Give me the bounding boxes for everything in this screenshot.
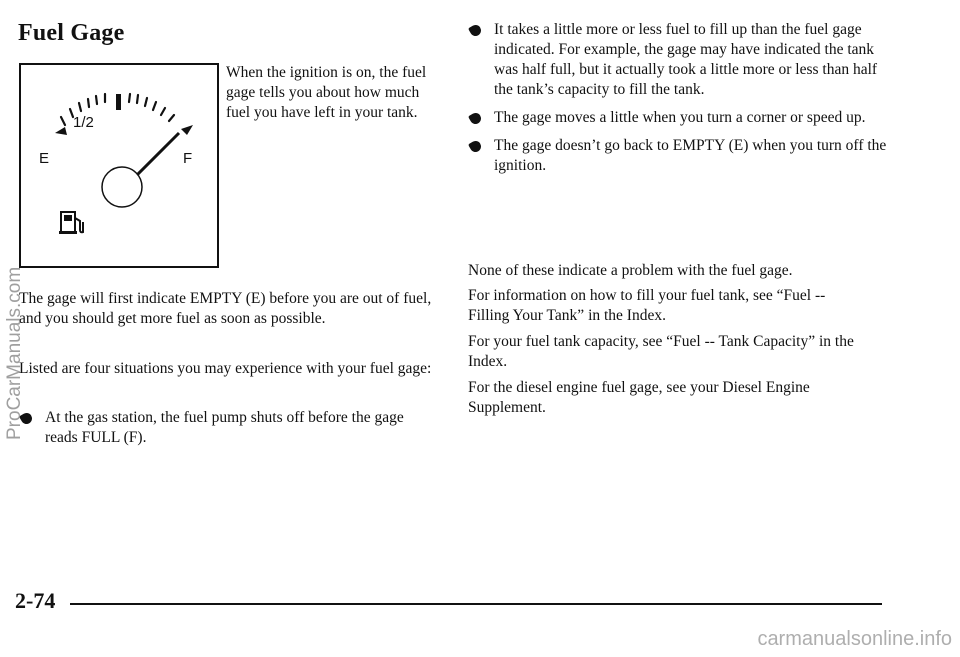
paragraph: For your fuel tank capacity, see “Fuel -- Tank Capacity” in the Index.: [468, 333, 854, 370]
list-item-text: At the gas station, the fuel pump shuts off before the gage reads FULL (F).: [45, 409, 404, 446]
bullet-icon: [468, 111, 483, 126]
gauge-tick: [88, 99, 89, 107]
gauge-tick: [96, 96, 97, 104]
fuel-pump-icon: [59, 212, 83, 234]
paragraph: For information on how to fill your fuel tank, see “Fuel -- Filling Your Tank” in the Index.: [468, 287, 826, 324]
half-marker-icon: [116, 94, 121, 110]
empty-marker-icon: [55, 127, 67, 135]
intro-text: When the ignition is on, the fuel gage tells you about how much fuel you have left in your tank.: [226, 64, 427, 121]
section-title: Fuel Gage: [18, 20, 125, 46]
gauge-empty-label: E: [39, 150, 50, 167]
gauge-half-label: 1/2: [73, 114, 94, 131]
list-item-text: The gage doesn’t go back to EMPTY (E) when you turn off the ignition.: [494, 137, 887, 174]
fuel-gage-illustration: [19, 63, 219, 268]
paragraph: The gage will first indicate EMPTY (E) before you are out of fuel, and you should get more fuel as soon as possible.: [19, 290, 432, 327]
paragraph: None of these indicate a problem with the fuel gage.: [468, 262, 793, 279]
gauge-tick: [153, 102, 156, 110]
gauge-tick: [161, 108, 165, 115]
gauge-hub: [102, 167, 142, 207]
list-item: [468, 20, 893, 100]
list-item: [468, 108, 893, 128]
list-item: [468, 136, 893, 176]
side-watermark: ProCarManuals.com: [4, 266, 25, 440]
gauge-tick: [61, 117, 65, 125]
list-item: [19, 408, 439, 448]
bottom-watermark: carmanualsonline.info: [757, 628, 952, 650]
bullet-icon: [468, 139, 483, 154]
page-number: 2-74: [15, 588, 56, 613]
gauge-tick: [129, 94, 130, 102]
list-item-text: The gage moves a little when you turn a corner or speed up.: [494, 109, 866, 126]
gauge-tick: [79, 103, 81, 111]
right-bullet-list: [468, 20, 893, 184]
footer-divider: [70, 603, 882, 605]
left-bullet-list: [19, 408, 439, 456]
fuel-gage-dial-icon: [21, 65, 217, 266]
paragraph: Listed are four situations you may experience with your fuel gage:: [19, 360, 432, 377]
gauge-tick: [145, 98, 147, 106]
list-item-text: It takes a little more or less fuel to fill up than the fuel gage indicated. For example, the gage may have indicated the tank was half full, but it actually took a little more or less than half the tank’s capacity to fill the tank.: [494, 21, 878, 98]
gauge-full-label: F: [183, 150, 193, 167]
bullet-icon: [468, 23, 483, 38]
gauge-tick: [137, 95, 138, 103]
gauge-tick: [169, 115, 174, 121]
paragraph: For the diesel engine fuel gage, see your Diesel Engine Supplement.: [468, 379, 810, 416]
full-marker-icon: [181, 125, 193, 135]
